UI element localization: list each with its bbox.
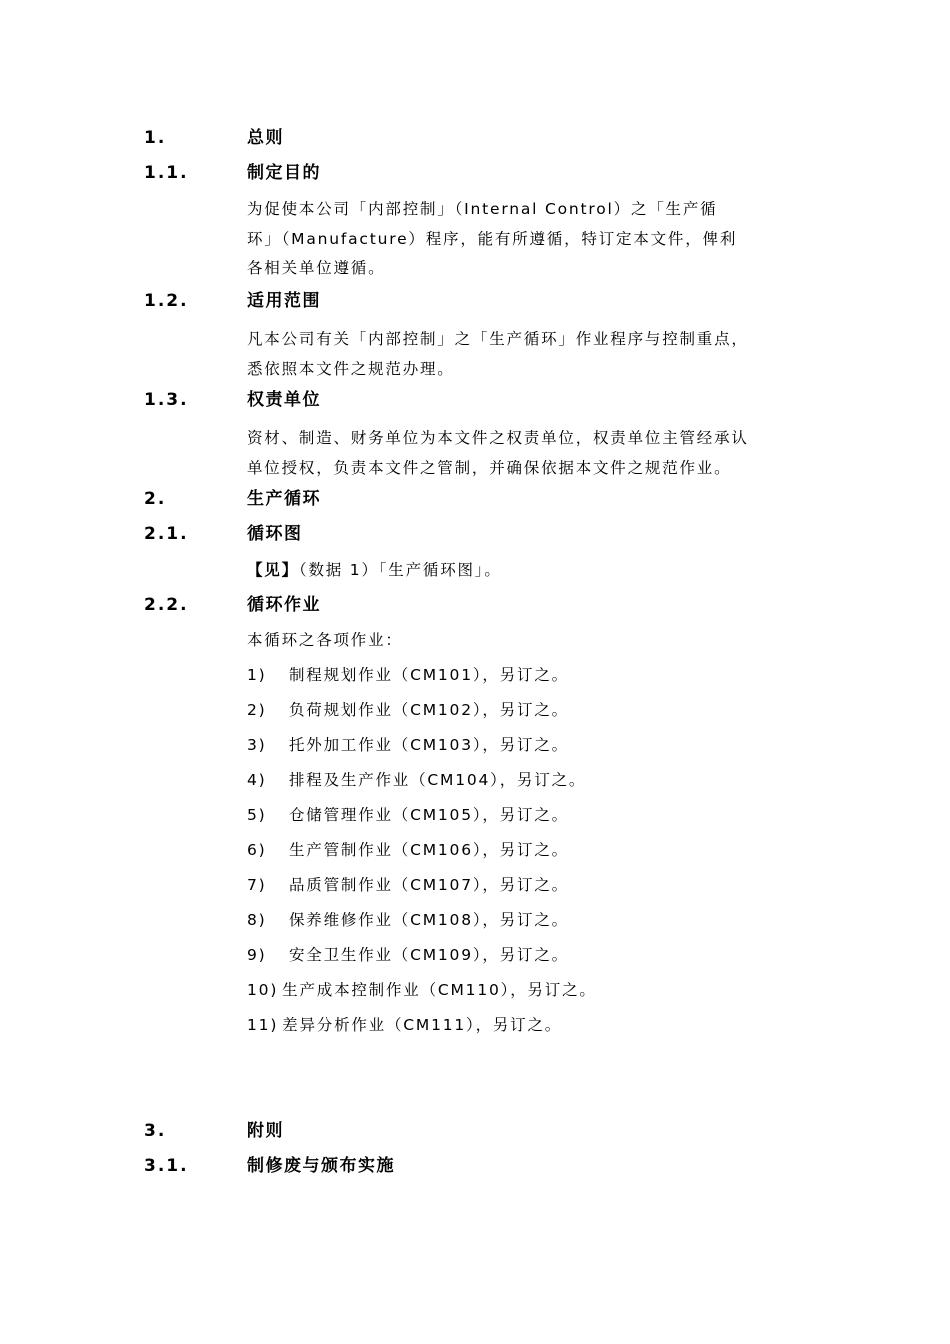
list-item-text: 差异分析作业（CM111），另订之。 — [282, 1016, 563, 1034]
section-2-1-body — [247, 559, 502, 581]
paragraph-line: 悉依照本文件之规范办理。 — [247, 359, 455, 378]
section-number: 1.1. — [144, 163, 189, 183]
paragraph-line: 环」（Manufacture）程序，能有所遵循，特订定本文件，俾利 — [247, 229, 738, 248]
list-item-text: 制程规划作业（CM101），另订之。 — [289, 666, 569, 684]
paragraph-line: 单位授权，负责本文件之管制，并确保依据本文件之规范作业。 — [247, 458, 732, 477]
list-item-number: 2) — [247, 701, 267, 719]
reference-text: （数据 1）「生产循环图」。 — [298, 561, 502, 579]
section-heading: 制修废与颁布实施 — [247, 1156, 395, 1176]
section-number: 3.1. — [144, 1156, 189, 1176]
paragraph-line: 各相关单位遵循。 — [247, 259, 386, 277]
list-item — [247, 1014, 562, 1036]
list-item — [247, 944, 569, 966]
paragraph-line: 凡本公司有关「内部控制」之「生产循环」作业程序与控制重点， — [247, 330, 749, 348]
section-number: 1. — [144, 128, 167, 148]
list-item-number: 5) — [247, 806, 267, 824]
list-item-number: 9) — [247, 946, 267, 964]
list-item-number: 6) — [247, 841, 267, 859]
section-heading: 适用范围 — [247, 291, 321, 311]
list-item — [247, 874, 569, 896]
list-item — [247, 979, 597, 1001]
section-number: 2.1. — [144, 524, 189, 544]
list-item-number: 11) — [247, 1016, 279, 1034]
list-item-text: 托外加工作业（CM103），另订之。 — [289, 736, 569, 754]
list-item-text: 排程及生产作业（CM104），另订之。 — [289, 771, 587, 789]
reference-marker: 【见】 — [247, 561, 299, 579]
list-item-number: 7) — [247, 876, 267, 894]
list-item — [247, 804, 569, 826]
section-2-2-intro: 本循环之各项作业： — [247, 631, 403, 649]
section-1-3-body — [247, 424, 807, 483]
list-item-number: 8) — [247, 911, 267, 929]
list-item — [247, 664, 569, 686]
list-item-number: 3) — [247, 736, 267, 754]
section-1-2-body — [247, 325, 807, 384]
section-heading: 生产循环 — [247, 489, 321, 509]
section-number: 2. — [144, 489, 167, 509]
section-heading: 权责单位 — [247, 390, 321, 410]
list-item-text: 保养维修作业（CM108），另订之。 — [289, 911, 569, 929]
section-heading: 附则 — [247, 1121, 284, 1141]
section-number: 1.3. — [144, 390, 189, 410]
list-item-text: 品质管制作业（CM107），另订之。 — [289, 876, 569, 894]
section-number: 2.2. — [144, 595, 189, 615]
list-item — [247, 769, 586, 791]
paragraph-line: 为促使本公司「内部控制」（Internal Control）之「生产循 — [247, 200, 718, 218]
section-heading: 循环图 — [247, 524, 303, 544]
list-item — [247, 909, 569, 931]
list-item-text: 生产成本控制作业（CM110），另订之。 — [282, 981, 597, 999]
list-item-text: 负荷规划作业（CM102），另订之。 — [289, 701, 569, 719]
list-item-text: 生产管制作业（CM106），另订之。 — [289, 841, 569, 859]
list-item-text: 仓储管理作业（CM105），另订之。 — [289, 806, 569, 824]
section-heading: 总则 — [247, 128, 284, 148]
section-number: 3. — [144, 1121, 167, 1141]
list-item-number: 4) — [247, 771, 267, 789]
list-item — [247, 734, 569, 756]
list-item-number: 10) — [247, 981, 279, 999]
section-heading: 制定目的 — [247, 163, 321, 183]
list-item-text: 安全卫生作业（CM109），另订之。 — [289, 946, 569, 964]
list-item — [247, 839, 569, 861]
section-1-1-body — [247, 195, 807, 284]
section-heading: 循环作业 — [247, 595, 321, 615]
section-number: 1.2. — [144, 291, 189, 311]
list-item — [247, 699, 569, 721]
paragraph-line: 资材、制造、财务单位为本文件之权责单位，权责单位主管经承认 — [247, 429, 749, 447]
list-item-number: 1) — [247, 666, 267, 684]
